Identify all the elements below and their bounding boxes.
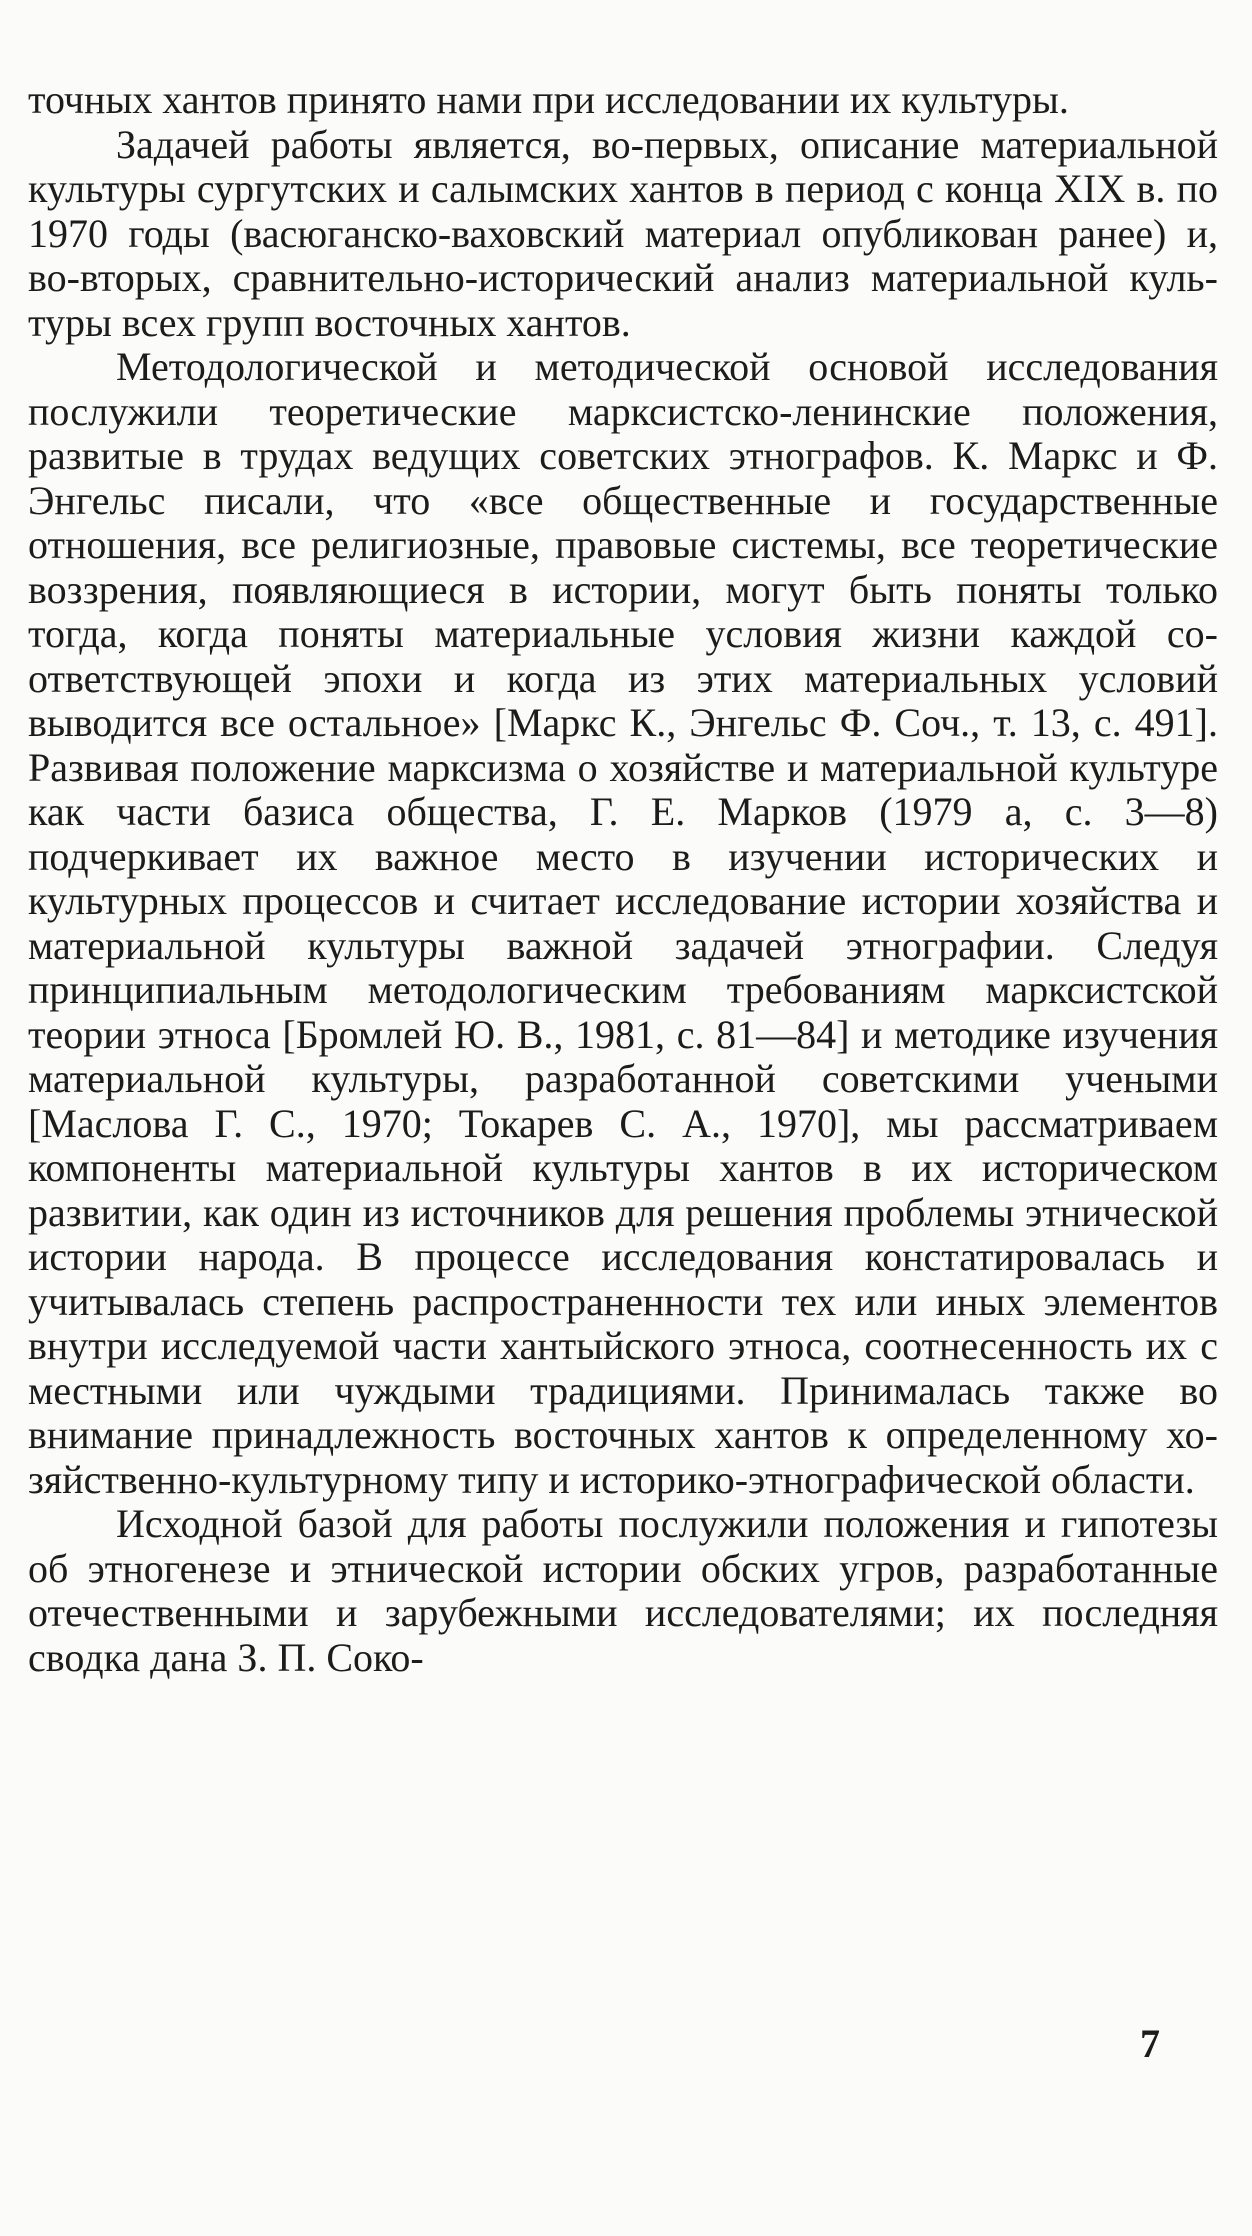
paragraph-3: Методологической и методической основой исследования послужили теоретические марксистско-ленинские положения, развитые в трудах ведущих советских этнографов. К. Маркс и Ф. Энгельс писали, что «все общественные и государственные отношения, все религиозные, правовые системы, все теоретические воззрения, появляющиеся в истории, могут быть поняты только тогда, когда поняты материальные условия жизни каждой соответствующей эпохи и когда из этих материальных условий выводится все остальное» [Маркс К., Энгельс Ф. Соч., т. 13, с. 491]. Развивая положение марксизма о хозяйстве и материальной культуре как части базиса общества, Г. Е. Марков (1979 а, с. 3—8) подчеркивает их важное место в изучении исторических и культурных процессов и считает исследование истории хозяйства и материальной культуры важной задачей этнографии. Следуя принципиальным методологическим требованиям марксистской теории этноса [Бромлей Ю. В., 1981, с. 81—84] и методике изучения материальной культуры, разработанной советскими учеными [Маслова Г. С., 1970; Токарев С. А., 1970], мы рассматриваем компоненты материальной культуры хантов в их историческом развитии, как один из источников для решения проблемы этнической истории народа. В процессе исследования констатировалась и учитывалась степень распространенности тех или иных элементов внутри исследуемой части хантыйского этноса, соотнесенность их с местными или чуждыми традициями. Принималась также во внимание принадлежность восточных хантов к определенному хозяйственно-культурному типу и историко-этнографической области. [28, 344, 1218, 1502]
paragraph-4: Исходной базой для работы послужили положения и гипотезы об этногенезе и этнической истории обских угров, разработанные отечественными и зарубежными исследователями; их последняя сводка дана З. П. Соко- [28, 1501, 1218, 1680]
paragraph-2: Задачей работы является, во-первых, описание материальной культуры сургутских и салымских хантов в период с конца XIX в. по 1970 годы (васюганско-ваховский материал опубликован ранее) и, во-вторых, сравнительно-исторический анализ материальной культуры всех групп восточных хантов. [28, 121, 1218, 345]
paragraph-1: точных хантов принято нами при исследовании их культуры. [28, 77, 1069, 122]
page-text [28, 78, 1218, 1680]
page-number: 7 [1140, 2021, 1160, 2066]
